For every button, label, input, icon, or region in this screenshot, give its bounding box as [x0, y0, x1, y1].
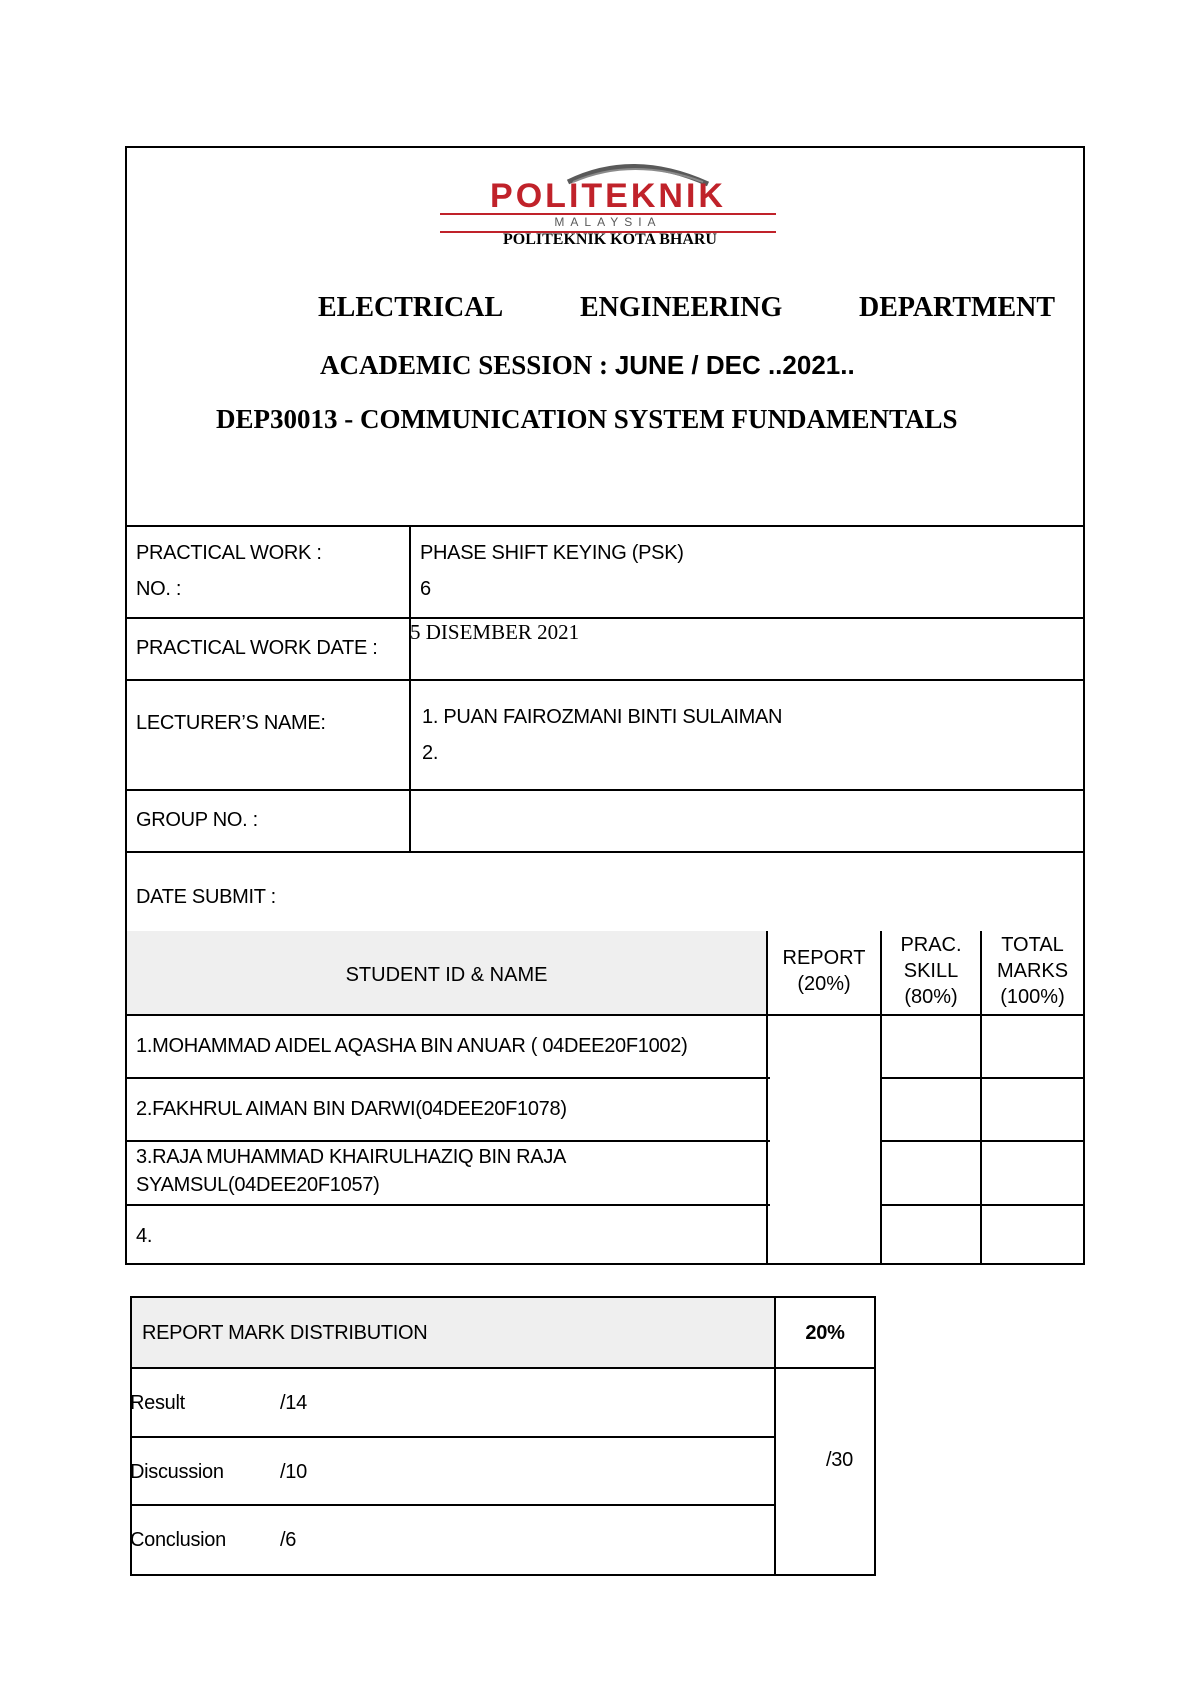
- col-header-skill-line: SKILL: [903, 960, 959, 982]
- divider: [130, 1367, 876, 1369]
- date-submit-label: DATE SUBMIT :: [136, 886, 276, 908]
- divider: [125, 1204, 1085, 1206]
- col-header-student: STUDENT ID & NAME: [345, 964, 548, 986]
- divider: [125, 1014, 1085, 1016]
- report-merged-cell: [770, 1016, 880, 1263]
- divider: [409, 525, 411, 853]
- report-item-mark: /6: [280, 1529, 297, 1551]
- col-header-total: [982, 932, 1083, 1010]
- lecturer-name-2: 2.: [422, 742, 439, 764]
- report-item-label: Discussion: [130, 1461, 224, 1483]
- practical-work-no: 6: [420, 578, 431, 600]
- logo-wordmark: POLITEKNIK: [490, 177, 726, 215]
- group-no-label: GROUP NO. :: [136, 809, 258, 831]
- institution-name: POLITEKNIK KOTA BHARU: [503, 231, 717, 248]
- report-item-label: Conclusion: [130, 1529, 226, 1551]
- lecturer-name-label: LECTURER’S NAME:: [136, 712, 326, 734]
- col-header-total-line: (100%): [1000, 986, 1065, 1008]
- col-header-skill: [882, 932, 980, 1010]
- department-word-3: DEPARTMENT: [859, 292, 1056, 323]
- divider: [125, 525, 1085, 527]
- report-distribution-title: REPORT MARK DISTRIBUTION: [142, 1322, 428, 1344]
- student-row-2: 2.FAKHRUL AIMAN BIN DARWI(04DEE20F1078): [136, 1098, 567, 1120]
- col-header-skill-line: (80%): [904, 986, 958, 1008]
- practical-work-date: 5 DISEMBER 2021: [410, 620, 580, 644]
- student-row-3: [136, 1143, 566, 1199]
- divider: [130, 1504, 774, 1506]
- academic-session: [320, 350, 855, 381]
- logo-subtitle: MALAYSIA: [554, 215, 662, 229]
- student-row-3-line: 3.RAJA MUHAMMAD KHAIRULHAZIQ BIN RAJA: [136, 1146, 567, 1168]
- divider: [125, 1140, 1085, 1142]
- politeknik-logo: [388, 152, 828, 238]
- divider: [125, 679, 1085, 681]
- department-word-2: ENGINEERING: [580, 292, 783, 323]
- session-value: JUNE / DEC ..2021..: [614, 350, 855, 380]
- col-header-skill-line: PRAC.: [900, 934, 962, 956]
- session-label: ACADEMIC SESSION :: [320, 350, 615, 380]
- col-header-report: [768, 945, 880, 997]
- department-word-1: ELECTRICAL: [318, 292, 504, 323]
- divider: [130, 1436, 774, 1438]
- divider: [125, 617, 1085, 619]
- course-title: DEP30013 - COMMUNICATION SYSTEM FUNDAMENTALS: [216, 404, 958, 434]
- divider: [125, 1077, 1085, 1079]
- practical-work-title: PHASE SHIFT KEYING (PSK): [420, 542, 684, 564]
- divider: [125, 851, 1085, 853]
- practical-work-label: PRACTICAL WORK :: [136, 542, 322, 564]
- col-header-report-line: (20%): [797, 973, 851, 995]
- report-item-mark: /10: [280, 1461, 307, 1483]
- col-header-report-line: REPORT: [782, 947, 866, 969]
- politeknik-logo-svg: [388, 152, 828, 238]
- student-row-4: 4.: [136, 1225, 153, 1247]
- student-row-1: 1.MOHAMMAD AIDEL AQASHA BIN ANUAR ( 04DEE20F1002): [136, 1035, 688, 1057]
- col-header-total-line: MARKS: [996, 960, 1069, 982]
- report-distribution-percent: 20%: [805, 1322, 845, 1344]
- student-row-3-line: SYAMSUL(04DEE20F1057): [136, 1174, 380, 1196]
- lecturer-name-1: 1. PUAN FAIROZMANI BINTI SULAIMAN: [422, 706, 783, 728]
- report-item-label: Result: [130, 1392, 185, 1414]
- divider: [125, 789, 1085, 791]
- col-header-total-line: TOTAL: [1001, 934, 1064, 956]
- practical-work-date-label: PRACTICAL WORK DATE :: [136, 637, 378, 659]
- practical-work-no-label: NO. :: [136, 578, 182, 600]
- report-item-mark: /14: [280, 1392, 307, 1414]
- report-total: /30: [826, 1449, 853, 1471]
